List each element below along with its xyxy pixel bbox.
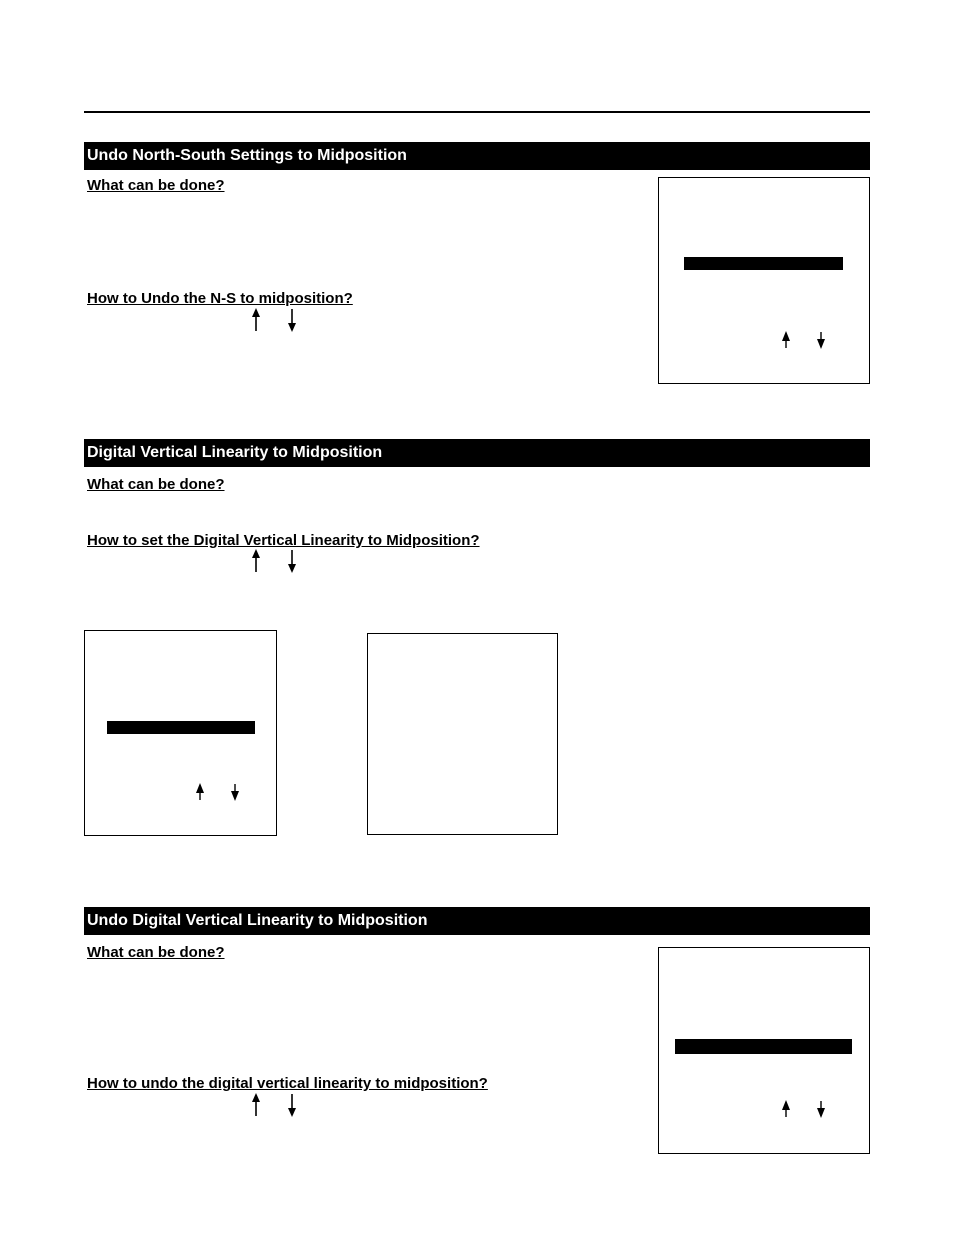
up-arrow-icon [250,549,262,573]
section-title-undo-north-south: Undo North-South Settings to Midposition [84,142,870,170]
what-can-be-done-heading: What can be done? [87,476,225,493]
down-arrow-icon [816,331,826,349]
up-arrow-icon [781,331,791,349]
down-arrow-icon [230,783,240,801]
menu-highlight-bar [675,1039,852,1054]
down-arrow-icon [286,308,298,332]
down-arrow-icon [286,549,298,573]
up-arrow-icon [195,783,205,801]
section-title-undo-digital-vertical-linearity: Undo Digital Vertical Linearity to Midposition [84,907,870,935]
menu-highlight-bar [684,257,843,270]
up-arrow-icon [250,1093,262,1117]
down-arrow-icon [286,1093,298,1117]
how-to-heading: How to Undo the N-S to midposition? [87,290,353,307]
top-rule [84,111,870,113]
menu-highlight-bar [107,721,255,734]
how-to-heading: How to undo the digital vertical linearity to midposition? [87,1075,488,1092]
up-arrow-icon [781,1100,791,1118]
section-title-digital-vertical-linearity: Digital Vertical Linearity to Midposition [84,439,870,467]
menu-screen-illustration [658,947,870,1154]
up-arrow-icon [250,308,262,332]
result-screen-illustration [367,633,558,835]
down-arrow-icon [816,1100,826,1118]
menu-screen-illustration [658,177,870,384]
how-to-heading: How to set the Digital Vertical Linearity to Midposition? [87,532,480,549]
what-can-be-done-heading: What can be done? [87,177,225,194]
what-can-be-done-heading: What can be done? [87,944,225,961]
menu-screen-illustration [84,630,277,836]
